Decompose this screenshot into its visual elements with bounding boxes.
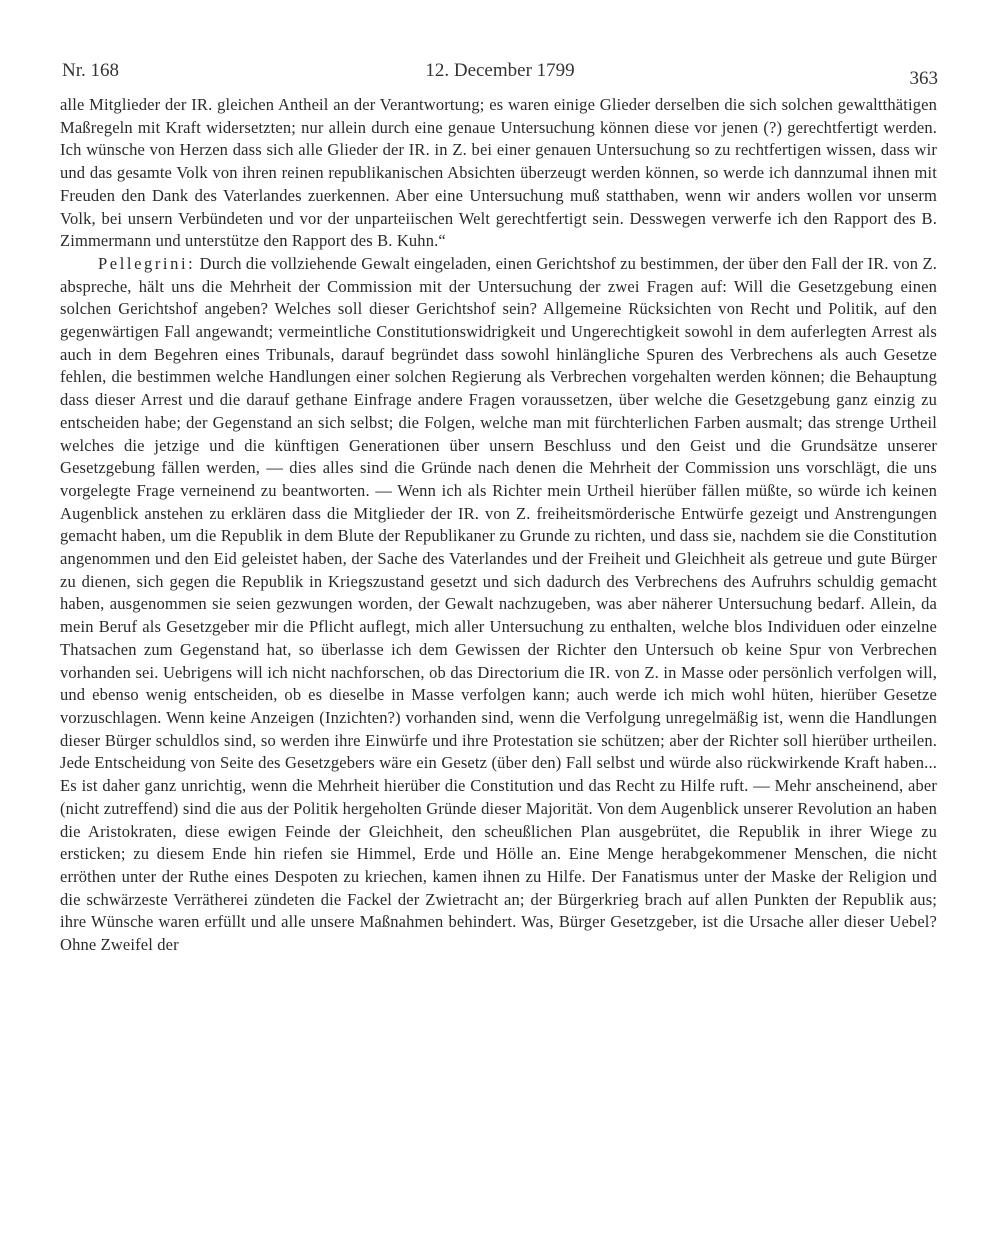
paragraph-pellegrini: [60, 253, 937, 957]
body-text: [60, 94, 937, 957]
document-number: Nr. 168: [62, 60, 119, 81]
speaker-name: Pellegrini:: [98, 253, 196, 273]
paragraph-text: alle Mitglieder der IR. gleichen Antheil an der Verantwortung; es waren einige Glieder derselben die sich solchen gewaltthätigen Maßregeln mit Kraft widersetzten; nur allein durch eine genaue Untersuchung können diese vor jenen (?) gerechtfertigt werden. Ich wünsche von Herzen dass sich alle Glieder der IR. in Z. bei einer genauen Untersuchung so zu rechtfertigen wissen, dass wir und das gesamte Volk von ihren reinen republikanischen Absichten überzeugt werden können, so werde ich dannzumal ihnen mit Freuden den Dank des Vaterlandes zuerkennen. Aber eine Untersuchung muß statthaben, wenn wir anders wollen vor unserm Volk, bei unsern Verbündeten und vor der unparteiischen Welt gerechtfertigt sein. Desswegen verwerfe ich den Rapport des B. Zimmermann und unterstütze den Rapport des B. Kuhn.“: [60, 95, 937, 251]
page-number: 363: [909, 68, 938, 89]
paragraph-continuation: [60, 94, 937, 253]
document-date: 12. December 1799: [425, 60, 575, 81]
page-header: [62, 56, 938, 89]
paragraph-text: Durch die vollziehende Gewalt eingeladen, einen Gerichtshof zu bestimmen, der über den Fall der IR. von Z. abspreche, hält uns die Mehrheit der Commission mit der Untersuchung der zwei Fragen auf: Will die Gesetzgebung einen solchen Gerichtshof angeben? Welches soll dieser Gerichtshof sein? Allgemeine Rücksichten von Recht und Politik, auf den gegenwärtigen Fall angewandt; vermeintliche Constitutionswidrigkeit und Ungerechtigkeit sowohl in dem auferlegten Arrest als auch in dem Begehren eines Tribunals, darauf begründet dass sowohl hinlängliche Spuren des Verbrechens als auch Gesetze fehlen, die bestimmen welche Handlungen einer solchen Regierung als Verbrechen vorgehalten werden können; die Behauptung dass dieser Arrest und die darauf gethane Einfrage andere Fragen voraussetzen, über welche die Gesetzgebung ganz einzig zu entscheiden habe; der Gegenstand an sich selbst; die Folgen, welche man mit fürchterlichen Farben ausmalt; das strenge Urtheil welches die jetzige und die künftigen Generationen über unsern Beschluss und den Geist und die Grundsätze unserer Gesetzgebung fällen werden, — dies alles sind die Gründe nach denen die Mehrheit der Commission uns vorschlägt, die uns vorgelegte Frage verneinend zu beantworten. — Wenn ich als Richter mein Urtheil hierüber fällen müßte, so würde ich keinen Augenblick anstehen zu erklären dass die Mitglieder der IR. von Z. freiheitsmörderische Entwürfe gezeigt und Anstrengungen gemacht haben, um die Republik in dem Blute der Republikaner zu Grunde zu richten, und dass sie, nachdem sie die Constitution angenommen und den Eid geleistet haben, der Sache des Vaterlandes und der Freiheit und Gleichheit als getreue und gute Bürger zu dienen, sich gegen die Republik in Kriegszustand gesetzt und sich dadurch des Verbrechens des Aufruhrs schuldig gemacht haben, ausgenommen sie seien gezwungen worden, der Gewalt nachzugeben, was aber näherer Untersuchung bedarf. Allein, da mein Beruf als Gesetzgeber mir die Pflicht auflegt, mich aller Untersuchung zu enthalten, welche blos Individuen oder einzelne Thatsachen zum Gegenstand hat, so überlasse ich dem Gewissen der Richter den Untersuch ob keine Spur von Verbrechen vorhanden sei. Uebrigens will ich nicht nachforschen, ob das Directorium die IR. von Z. in Masse oder persönlich verfolgen will, und ebenso wenig entscheiden, ob es dieselbe in Masse verfolgen kann; auch werde ich mich wohl hüten, hierüber Gesetze vorzuschlagen. Wenn keine Anzeigen (Inzichten?) vorhanden sind, wenn die Verfolgung unregelmäßig ist, wenn die Handlungen dieser Bürger schuldlos sind, so werden ihre Einwürfe und ihre Protestation sie schützen; aber der Richter soll hierüber urtheilen. Jede Entscheidung von Seite des Gesetzgebers wäre ein Gesetz (über den) Fall selbst und würde also rückwirkende Kraft haben... Es ist daher ganz unrichtig, wenn die Mehrheit hierüber die Constitution und das Recht zu Hilfe ruft. — Mehr anscheinend, aber (nicht zutreffend) sind die aus der Politik hergeholten Gründe dieser Majorität. Von dem Augenblick unserer Revolution an haben die Aristokraten, diese ewigen Feinde der Gleichheit, den scheußlichen Plan ausgebrütet, die Republik in ihrer Wiege zu ersticken; zu diesem Ende hin riefen sie Himmel, Erde und Hölle an. Eine Menge herabgekommener Menschen, die nicht erröthen unter der Ruthe eines Despoten zu kriechen, kamen ihnen zu Hilfe. Der Fanatismus unter der Maske der Religion und die schwärzeste Verrätherei zündeten die Fackel der Zwietracht an; der Bürgerkrieg brach auf allen Punkten der Republik aus; ihre Wünsche waren erfüllt und alle unsere Maßnahmen behindert. Was, Bürger Gesetzgeber, ist die Ursache aller dieser Uebel? Ohne Zweifel der: [60, 253, 937, 955]
